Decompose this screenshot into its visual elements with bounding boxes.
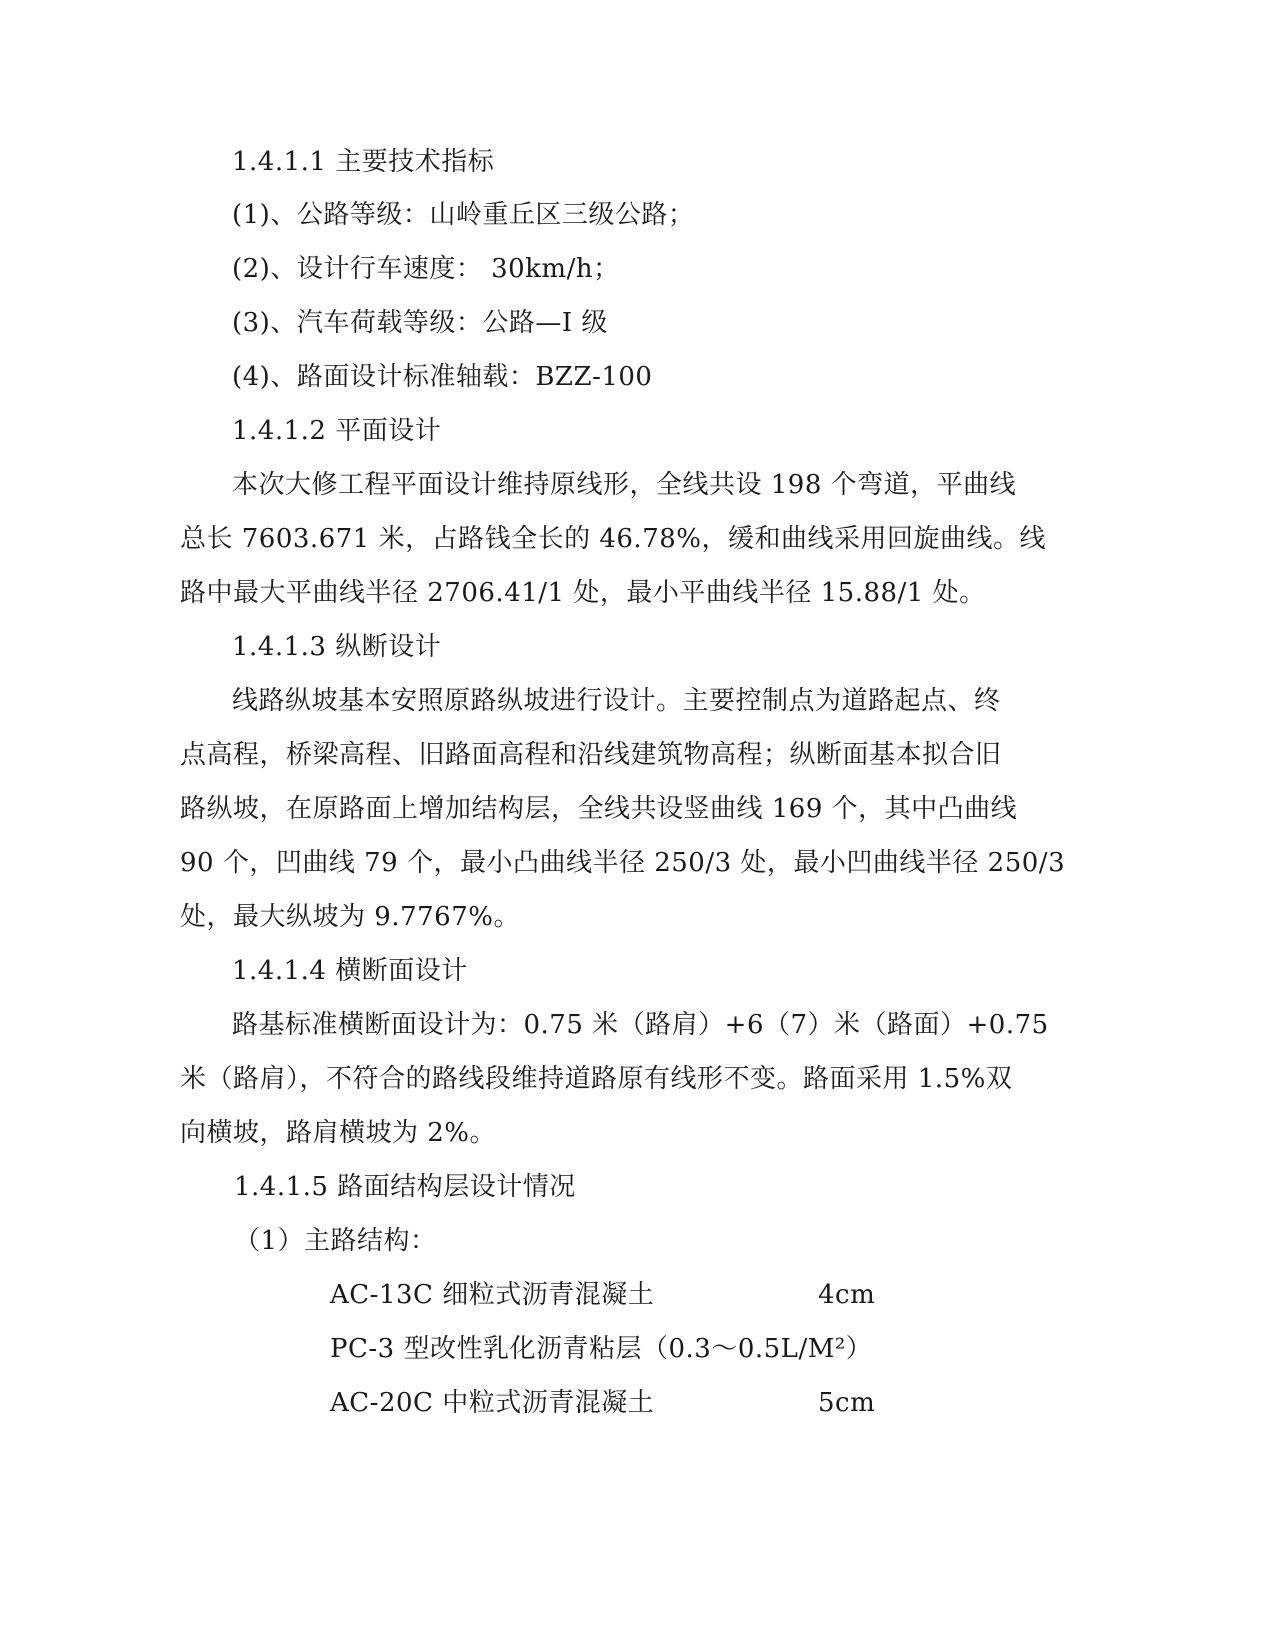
paragraph-line: 路基标准横断面设计为：0.75 米（路肩）+6（7）米（路面）+0.75	[232, 1010, 1049, 1040]
paragraph-line: 点高程，桥梁高程、旧路面高程和沿线建筑物高程；纵断面基本拟合旧	[180, 740, 1002, 770]
layer-row	[330, 1275, 876, 1315]
layer-thickness: 4cm	[818, 1280, 876, 1310]
layer-name: AC-13C 细粒式沥青混凝土	[330, 1280, 655, 1310]
heading-plane-design: 1.4.1.2 平面设计	[232, 416, 442, 446]
paragraph-line: 线路纵坡基本安照原路纵坡进行设计。主要控制点为道路起点、终	[232, 686, 1001, 716]
list-item: (3)、汽车荷载等级：公路—I 级	[232, 308, 608, 338]
paragraph-line: 90 个，凹曲线 79 个，最小凸曲线半径 250/3 处，最小凹曲线半径 250/3	[180, 848, 1066, 878]
layer-name: AC-20C 中粒式沥青混凝土	[330, 1388, 655, 1418]
heading-profile-design: 1.4.1.3 纵断设计	[232, 632, 442, 662]
paragraph-line: 总长 7603.671 米，占路钱全长的 46.78%，缓和曲线采用回旋曲线。线	[180, 524, 1046, 554]
paragraph-line: 路中最大平曲线半径 2706.41/1 处，最小平曲线半径 15.88/1 处。	[180, 578, 986, 608]
heading-cross-section-design: 1.4.1.4 横断面设计	[232, 956, 468, 986]
heading-pavement-structure: 1.4.1.5 路面结构层设计情况	[234, 1172, 576, 1202]
layer-row	[330, 1383, 876, 1423]
paragraph-line: 处，最大纵坡为 9.7767%。	[180, 902, 520, 932]
list-item: (4)、路面设计标准轴载：BZZ-100	[232, 362, 653, 392]
layer-name: PC-3 型改性乳化沥青粘层（0.3～0.5L/M²）	[330, 1334, 873, 1364]
layer-row	[330, 1329, 872, 1369]
list-item: (1)、公路等级：山岭重丘区三级公路；	[232, 200, 695, 230]
layer-thickness: 5cm	[818, 1388, 876, 1418]
paragraph-line: 路纵坡，在原路面上增加结构层，全线共设竖曲线 169 个，其中凸曲线	[180, 794, 1018, 824]
paragraph-line: 本次大修工程平面设计维持原线形，全线共设 198 个弯道，平曲线	[232, 470, 1017, 500]
paragraph-line: 米（路肩），不符合的路线段维持道路原有线形不变。路面采用 1.5%双	[180, 1064, 1013, 1094]
sub-heading-main-road: （1）主路结构：	[234, 1226, 437, 1256]
paragraph-line: 向横坡，路肩横坡为 2%。	[180, 1118, 497, 1148]
list-item: (2)、设计行车速度： 30km/h；	[232, 254, 620, 284]
heading-main-tech-indicators: 1.4.1.1 主要技术指标	[232, 147, 495, 177]
